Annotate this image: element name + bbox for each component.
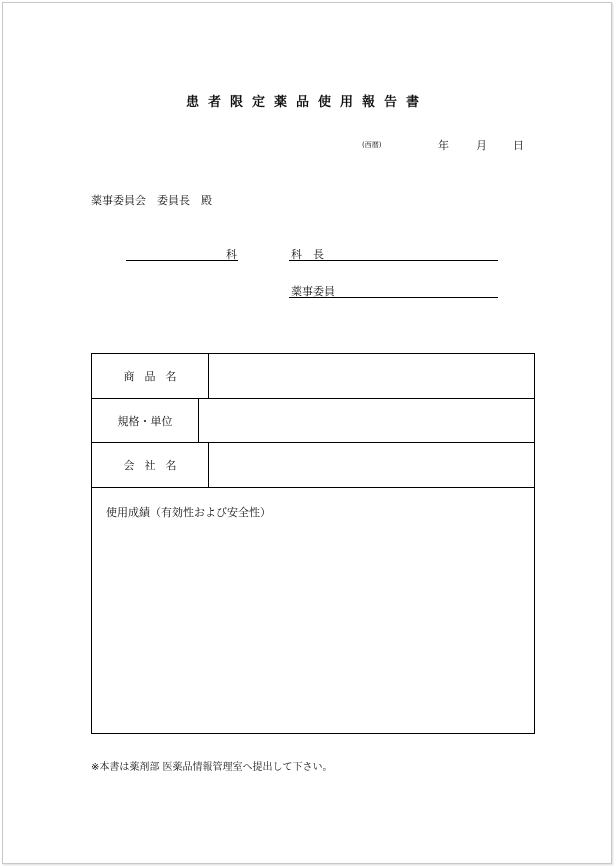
results-label: 使用成績（有効性および安全性）: [106, 506, 271, 519]
date-era-label: (西暦): [362, 141, 382, 149]
report-table: [91, 353, 535, 734]
product-name-label: 商品名: [92, 354, 209, 398]
form-title: 患者限定薬品使用報告書: [185, 95, 428, 110]
date-day-label: 日: [513, 139, 524, 152]
company-label: 会社名: [92, 443, 209, 487]
chief-label: 科 長: [291, 248, 324, 261]
department-label: 科: [226, 248, 237, 261]
date-year-label: 年: [438, 139, 449, 152]
department-underline: [126, 260, 238, 261]
committee-member-label: 薬事委員: [291, 285, 335, 298]
committee-member-underline: [289, 297, 498, 298]
date-month-label: 月: [476, 139, 487, 152]
spec-unit-label: 規格・単位: [92, 399, 199, 442]
submission-note: ※本書は薬剤部 医薬品情報管理室へ提出して下さい。: [91, 762, 333, 773]
addressee: 薬事委員会 委員長 殿: [91, 194, 212, 207]
chief-underline: [289, 260, 498, 261]
company-row: [92, 443, 534, 488]
spec-unit-row: [92, 399, 534, 443]
product-name-row: [92, 354, 534, 399]
